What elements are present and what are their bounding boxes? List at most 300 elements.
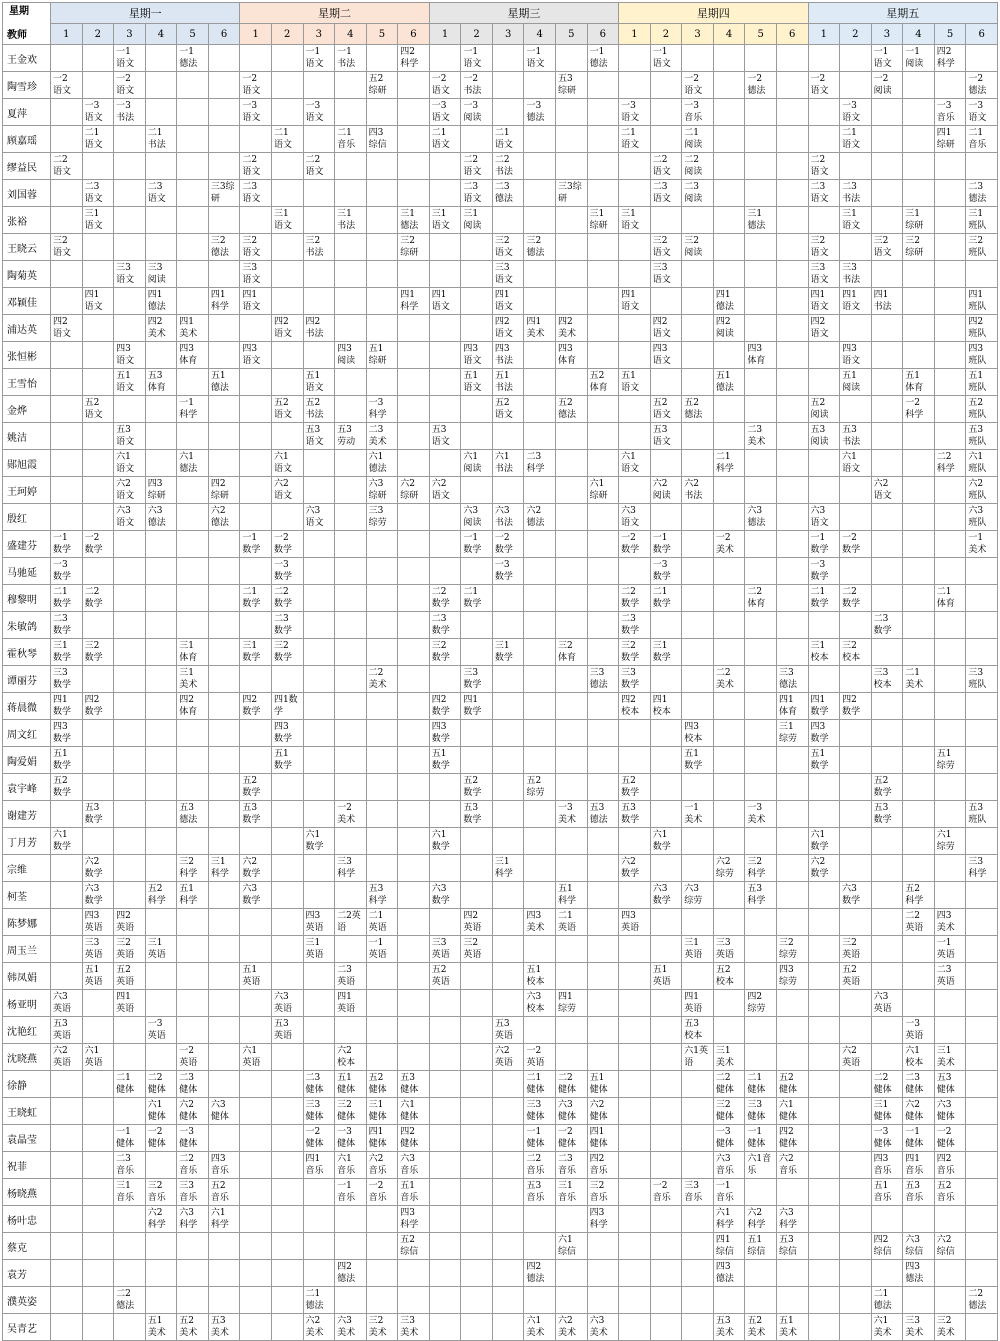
schedule-cell [745, 504, 777, 531]
cell-class: 五1 [873, 1181, 889, 1191]
schedule-cell [934, 612, 966, 639]
schedule-cell [776, 315, 808, 342]
schedule-cell [82, 180, 114, 207]
schedule-cell [145, 99, 177, 126]
schedule-cell [271, 1125, 303, 1152]
cell-class: 三3 [526, 1100, 542, 1110]
cell-subject: 体育 [179, 707, 198, 717]
cell-class: 三1 [84, 209, 100, 219]
schedule-cell [335, 1206, 367, 1233]
schedule-cell [82, 207, 114, 234]
cell-subject: 综研 [558, 86, 577, 96]
schedule-cell [808, 693, 840, 720]
schedule-cell [650, 1017, 682, 1044]
teacher-name: 金烨 [3, 396, 51, 423]
schedule-cell [650, 693, 682, 720]
schedule-cell [208, 1125, 240, 1152]
schedule-cell [776, 855, 808, 882]
schedule-cell [524, 450, 556, 477]
schedule-cell [871, 828, 903, 855]
schedule-cell [682, 936, 714, 963]
schedule-cell [398, 990, 430, 1017]
schedule-cell [240, 531, 272, 558]
day-header-tue: 星期二 [240, 3, 429, 24]
schedule-cell [492, 1098, 524, 1125]
cell-subject: 数学 [621, 599, 640, 609]
schedule-cell [303, 666, 335, 693]
schedule-cell [82, 693, 114, 720]
cell-class: 四3 [337, 344, 352, 354]
cell-subject: 美术 [936, 1328, 955, 1338]
period-header: 3 [303, 24, 335, 45]
cell-subject: 体育 [778, 707, 797, 717]
cell-subject: 英语 [84, 950, 103, 960]
teacher-name: 周玉兰 [3, 936, 51, 963]
cell-class: 一3 [305, 101, 321, 111]
schedule-cell [682, 747, 714, 774]
cell-class: 五1 [810, 749, 826, 759]
cell-subject: 书法 [305, 410, 324, 420]
schedule-cell [556, 1179, 588, 1206]
schedule-cell [808, 963, 840, 990]
cell-subject: 德法 [337, 1274, 356, 1284]
cell-subject: 语文 [431, 140, 450, 150]
teacher-name: 沈晓燕 [3, 1044, 51, 1071]
cell-subject: 英语 [431, 977, 450, 987]
cell-class: 六1 [210, 1208, 226, 1218]
schedule-cell [366, 1287, 398, 1314]
cell-class: 六2 [936, 1235, 952, 1245]
cell-subject: 书法 [305, 248, 324, 258]
cell-subject: 语文 [242, 302, 261, 312]
schedule-cell [556, 99, 588, 126]
cell-class: 五3 [463, 803, 479, 813]
cell-class: 一2 [273, 533, 289, 543]
period-header: 5 [745, 24, 777, 45]
cell-subject: 数学 [84, 869, 103, 879]
schedule-cell [208, 720, 240, 747]
table-row [3, 585, 998, 612]
schedule-cell [366, 369, 398, 396]
schedule-cell [366, 504, 398, 531]
schedule-cell [114, 1044, 146, 1071]
cell-class: 二3 [968, 182, 984, 192]
schedule-cell [776, 774, 808, 801]
schedule-cell [934, 558, 966, 585]
cell-subject: 健体 [305, 1085, 324, 1095]
schedule-cell [429, 855, 461, 882]
cell-subject: 音乐 [210, 1166, 229, 1176]
cell-subject: 科学 [936, 59, 955, 69]
cell-subject: 阅读 [652, 491, 671, 501]
schedule-cell [240, 990, 272, 1017]
schedule-cell [208, 558, 240, 585]
schedule-cell [587, 1017, 619, 1044]
schedule-cell [745, 693, 777, 720]
schedule-cell [966, 72, 998, 99]
cell-class: 四3 [747, 344, 763, 354]
schedule-cell [966, 396, 998, 423]
schedule-cell [903, 126, 935, 153]
cell-subject: 德法 [305, 1301, 324, 1311]
schedule-cell [208, 612, 240, 639]
cell-class: 二3 [526, 452, 542, 462]
schedule-cell [114, 288, 146, 315]
cell-subject: 数学 [842, 707, 861, 717]
schedule-cell [556, 774, 588, 801]
schedule-cell [934, 855, 966, 882]
schedule-cell [145, 423, 177, 450]
schedule-cell [82, 450, 114, 477]
schedule-cell [871, 801, 903, 828]
schedule-cell [587, 369, 619, 396]
schedule-cell [713, 963, 745, 990]
schedule-cell [366, 612, 398, 639]
schedule-cell [208, 1314, 240, 1341]
cell-subject: 英语 [179, 1058, 198, 1068]
schedule-cell [871, 1125, 903, 1152]
cell-class: 五3 [968, 425, 984, 435]
table-row [3, 774, 998, 801]
schedule-cell [776, 882, 808, 909]
cell-subject: 美术 [305, 1328, 324, 1338]
schedule-cell [366, 1206, 398, 1233]
schedule-cell [271, 936, 303, 963]
schedule-cell [145, 72, 177, 99]
cell-subject: 语文 [873, 248, 892, 258]
cell-subject: 音乐 [116, 1166, 135, 1176]
cell-class: 六3 [968, 506, 984, 516]
cell-subject: 数学 [463, 707, 482, 717]
schedule-cell [240, 855, 272, 882]
schedule-cell [398, 1287, 430, 1314]
schedule-cell [966, 855, 998, 882]
cell-class: 一3 [463, 101, 479, 111]
schedule-cell [524, 1206, 556, 1233]
cell-class: 三2 [305, 236, 321, 246]
schedule-cell [650, 531, 682, 558]
schedule-cell [776, 828, 808, 855]
schedule-cell [713, 1179, 745, 1206]
cell-class: 一3 [494, 560, 510, 570]
cell-subject: 语文 [305, 113, 324, 123]
schedule-cell [776, 936, 808, 963]
cell-class: 四2 [936, 47, 952, 57]
schedule-cell [808, 504, 840, 531]
cell-subject: 音乐 [715, 1193, 734, 1203]
cell-subject: 综信 [558, 1247, 577, 1257]
cell-subject: 语文 [494, 329, 513, 339]
schedule-cell [587, 990, 619, 1017]
cell-class: 五1 [526, 965, 542, 975]
cell-class: 六1 [589, 479, 605, 489]
cell-class: 一3 [842, 101, 857, 111]
cell-subject: 语文 [494, 275, 513, 285]
cell-subject: 综劳 [936, 842, 955, 852]
schedule-cell [303, 1125, 335, 1152]
schedule-cell [177, 423, 209, 450]
cell-class: 三2 [242, 236, 258, 246]
schedule-cell [966, 639, 998, 666]
schedule-cell [398, 288, 430, 315]
schedule-cell [524, 1314, 556, 1341]
cell-subject: 综信 [368, 140, 387, 150]
schedule-cell [650, 1044, 682, 1071]
cell-class: 五2 [305, 398, 321, 408]
schedule-cell [619, 396, 651, 423]
schedule-cell [619, 261, 651, 288]
cell-class: 三1 [873, 1100, 889, 1110]
cell-subject: 语文 [273, 329, 292, 339]
schedule-cell [934, 72, 966, 99]
cell-subject: 数学 [242, 599, 261, 609]
schedule-cell [745, 936, 777, 963]
schedule-cell [524, 234, 556, 261]
schedule-cell [145, 1233, 177, 1260]
schedule-cell [903, 1206, 935, 1233]
cell-subject: 语文 [116, 491, 135, 501]
cell-subject: 美术 [179, 1328, 198, 1338]
cell-subject: 音乐 [936, 1166, 955, 1176]
cell-subject: 健体 [589, 1085, 608, 1095]
schedule-cell [145, 882, 177, 909]
schedule-cell [682, 558, 714, 585]
cell-class: 三3 [242, 263, 258, 273]
cell-class: 四2 [400, 1127, 415, 1137]
schedule-cell [145, 774, 177, 801]
cell-class: 六3 [621, 506, 636, 516]
cell-subject: 数学 [621, 815, 640, 825]
schedule-cell [335, 909, 367, 936]
cell-class: 三3 [621, 668, 636, 678]
schedule-cell [776, 288, 808, 315]
cell-subject: 班队 [968, 464, 987, 474]
schedule-cell [398, 1260, 430, 1287]
schedule-cell [492, 477, 524, 504]
schedule-cell [208, 747, 240, 774]
schedule-cell [461, 612, 493, 639]
schedule-cell [177, 774, 209, 801]
cell-class: 六3 [526, 992, 542, 1002]
cell-subject: 语文 [273, 221, 292, 231]
cell-subject: 英语 [526, 1058, 545, 1068]
cell-class: 三2 [53, 236, 68, 246]
schedule-cell [808, 180, 840, 207]
schedule-cell [82, 936, 114, 963]
cell-subject: 数学 [494, 545, 513, 555]
schedule-cell [208, 1071, 240, 1098]
table-row [3, 1152, 998, 1179]
cell-class: 一3 [684, 101, 699, 111]
cell-subject: 德法 [494, 194, 513, 204]
cell-class: 二1 [368, 911, 384, 921]
schedule-cell [934, 639, 966, 666]
schedule-cell [966, 99, 998, 126]
schedule-cell [556, 855, 588, 882]
cell-subject: 语文 [242, 275, 261, 285]
cell-subject: 音乐 [179, 1166, 198, 1176]
schedule-cell [145, 747, 177, 774]
cell-subject: 语文 [842, 464, 861, 474]
cell-class: 四2 [747, 992, 763, 1002]
schedule-cell [398, 666, 430, 693]
schedule-cell [840, 180, 872, 207]
schedule-cell [840, 477, 872, 504]
schedule-cell [492, 990, 524, 1017]
cell-class: 二2 [715, 1073, 731, 1083]
cell-subject: 阅读 [684, 194, 703, 204]
schedule-cell [177, 1125, 209, 1152]
table-row [3, 1287, 998, 1314]
schedule-cell [524, 1044, 556, 1071]
cell-subject: 英语 [684, 950, 703, 960]
schedule-cell [745, 531, 777, 558]
schedule-cell [303, 720, 335, 747]
schedule-cell [556, 504, 588, 531]
cell-subject: 阅读 [905, 59, 924, 69]
schedule-cell [366, 639, 398, 666]
schedule-cell [556, 666, 588, 693]
schedule-cell [461, 774, 493, 801]
schedule-cell [808, 936, 840, 963]
cell-subject: 阅读 [842, 383, 861, 393]
schedule-cell [398, 1152, 430, 1179]
cell-class: 二1 [337, 128, 352, 138]
schedule-cell [271, 882, 303, 909]
schedule-cell [556, 153, 588, 180]
schedule-cell [208, 909, 240, 936]
cell-subject: 数学 [242, 788, 261, 798]
cell-subject: 校本 [337, 1058, 356, 1068]
schedule-cell [587, 423, 619, 450]
schedule-cell [871, 558, 903, 585]
cell-class: 三2 [747, 857, 763, 867]
schedule-cell [366, 342, 398, 369]
schedule-cell [776, 369, 808, 396]
schedule-cell [492, 153, 524, 180]
cell-class: 二1 [810, 587, 826, 597]
schedule-cell [240, 1017, 272, 1044]
cell-subject: 德法 [526, 518, 545, 528]
schedule-cell [650, 1125, 682, 1152]
cell-subject: 语文 [621, 302, 640, 312]
cell-class: 五2 [242, 776, 258, 786]
schedule-cell [303, 207, 335, 234]
cell-class: 二2 [715, 668, 731, 678]
schedule-cell [966, 828, 998, 855]
schedule-cell [82, 396, 114, 423]
cell-subject: 综劳 [778, 977, 797, 987]
schedule-cell [271, 99, 303, 126]
schedule-cell [840, 855, 872, 882]
schedule-cell [51, 855, 83, 882]
cell-subject: 健体 [936, 1139, 955, 1149]
schedule-cell [82, 639, 114, 666]
schedule-cell [461, 720, 493, 747]
schedule-cell [335, 1125, 367, 1152]
cell-class: 四2 [179, 695, 194, 705]
cell-subject: 劳动 [337, 437, 356, 447]
schedule-cell [840, 288, 872, 315]
schedule-cell [934, 369, 966, 396]
cell-class: 五1 [368, 344, 384, 354]
teacher-name: 徐静 [3, 1071, 51, 1098]
schedule-cell [429, 234, 461, 261]
schedule-cell [240, 1206, 272, 1233]
schedule-cell [271, 666, 303, 693]
schedule-cell [682, 720, 714, 747]
schedule-cell [271, 1017, 303, 1044]
schedule-cell [461, 1179, 493, 1206]
cell-subject: 数学 [53, 761, 72, 771]
schedule-cell [461, 72, 493, 99]
schedule-cell [271, 1233, 303, 1260]
cell-class: 二3 [84, 182, 100, 192]
cell-subject: 数学 [431, 626, 450, 636]
schedule-cell [335, 342, 367, 369]
schedule-cell [619, 504, 651, 531]
schedule-cell [240, 450, 272, 477]
cell-subject: 语文 [242, 248, 261, 258]
cell-class: 四1 [905, 1154, 920, 1164]
cell-subject: 班队 [968, 302, 987, 312]
cell-subject: 音乐 [936, 113, 955, 123]
teacher-name: 柯荃 [3, 882, 51, 909]
schedule-cell [966, 234, 998, 261]
schedule-cell [903, 153, 935, 180]
schedule-cell [682, 396, 714, 423]
period-header: 3 [682, 24, 714, 45]
schedule-cell [461, 477, 493, 504]
cell-subject: 德法 [589, 59, 608, 69]
cell-subject: 健体 [905, 1085, 924, 1095]
cell-subject: 班队 [968, 491, 987, 501]
cell-class: 五2 [147, 884, 163, 894]
schedule-cell [398, 369, 430, 396]
schedule-cell [398, 72, 430, 99]
cell-class: 五1 [558, 884, 573, 894]
schedule-cell [745, 720, 777, 747]
schedule-cell [587, 288, 619, 315]
cell-class: 六2 [905, 1100, 920, 1110]
schedule-cell [587, 1233, 619, 1260]
schedule-cell [271, 288, 303, 315]
schedule-cell [177, 396, 209, 423]
cell-subject: 数学 [873, 815, 892, 825]
cell-class: 四1 [810, 695, 826, 705]
cell-class: 六3 [652, 884, 668, 894]
schedule-cell [587, 450, 619, 477]
schedule-cell [713, 1314, 745, 1341]
cell-class: 二3 [273, 614, 289, 624]
schedule-cell [619, 1017, 651, 1044]
cell-class: 二3 [53, 614, 68, 624]
schedule-cell [619, 936, 651, 963]
schedule-cell [461, 963, 493, 990]
schedule-cell [745, 1098, 777, 1125]
cell-subject: 综研 [936, 140, 955, 150]
schedule-cell [492, 882, 524, 909]
schedule-cell [745, 855, 777, 882]
schedule-cell [903, 936, 935, 963]
schedule-cell [177, 1017, 209, 1044]
schedule-cell [903, 1287, 935, 1314]
schedule-cell [366, 315, 398, 342]
cell-subject: 语文 [652, 356, 671, 366]
schedule-cell [524, 936, 556, 963]
schedule-cell [650, 477, 682, 504]
cell-subject: 综研 [400, 491, 419, 501]
